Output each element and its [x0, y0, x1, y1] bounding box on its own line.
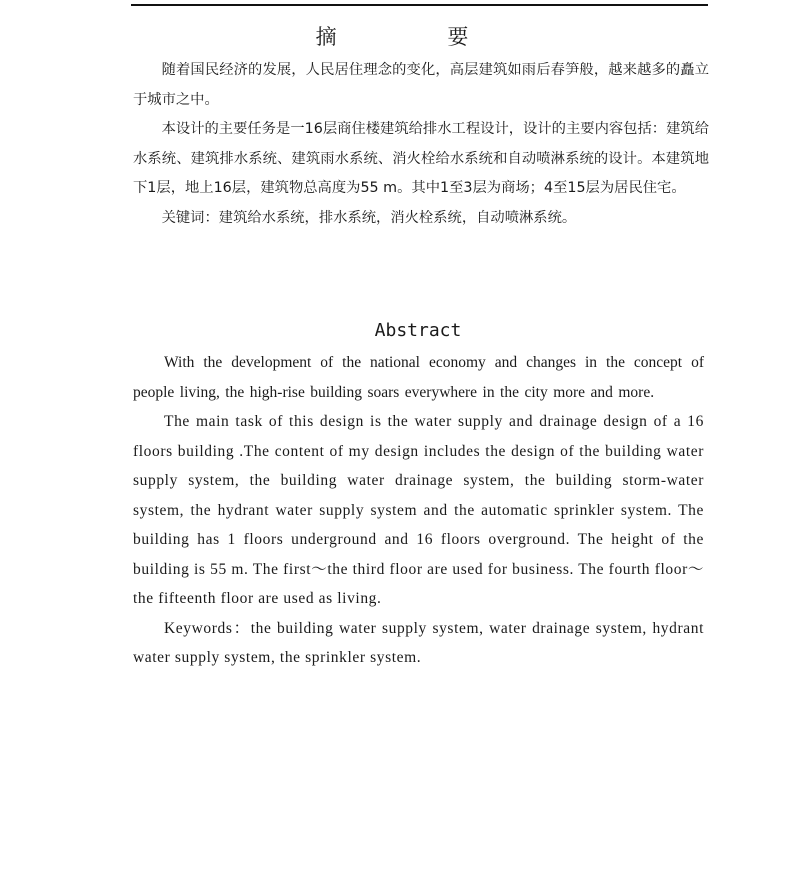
- english-paragraph-1: With the development of the national economy and changes in the concept of people living, the high-rise building soars everywhere in the city more and more.: [133, 354, 704, 401]
- chinese-paragraph-1: 随着国民经济的发展，人民居住理念的变化，高层建筑如雨后春笋般，越来越多的矗立于城市之中。: [133, 62, 709, 108]
- chinese-paragraph-2: 本设计的主要任务是一16层商住楼建筑给排水工程设计，设计的主要内容包括：建筑给水系统、建筑排水系统、建筑雨水系统、消火栓给水系统和自动喷淋系统的设计。本建筑地下1层，地上16层，建筑物总高度为55 m。其中1至3层为商场；4至15层为居民住宅。: [133, 121, 709, 196]
- header-rule: [131, 4, 708, 6]
- english-abstract-body: [133, 348, 704, 673]
- english-keywords: Keywords：the building water supply system, water drainage system, hydrant water supply system, the sprinkler system.: [133, 619, 704, 666]
- english-paragraph-2: The main task of this design is the water supply and drainage design of a 16 floors building .The content of my design includes the design of the building water supply system, the building water drainage system, the building storm-water system, the hydrant water supply system and the automatic sprinkler system. The building has 1 floors underground and 16 floors overground. The height of the building is 55 m. The first～the third floor are used for business. The fourth floor～the fifteenth floor are used as living.: [133, 413, 704, 607]
- chinese-abstract-title: 摘 要: [315, 25, 521, 49]
- english-abstract-title: Abstract: [374, 320, 462, 341]
- chinese-abstract-body: [133, 56, 709, 233]
- chinese-keywords: 关键词：建筑给水系统，排水系统，消火栓系统，自动喷淋系统。: [161, 209, 577, 226]
